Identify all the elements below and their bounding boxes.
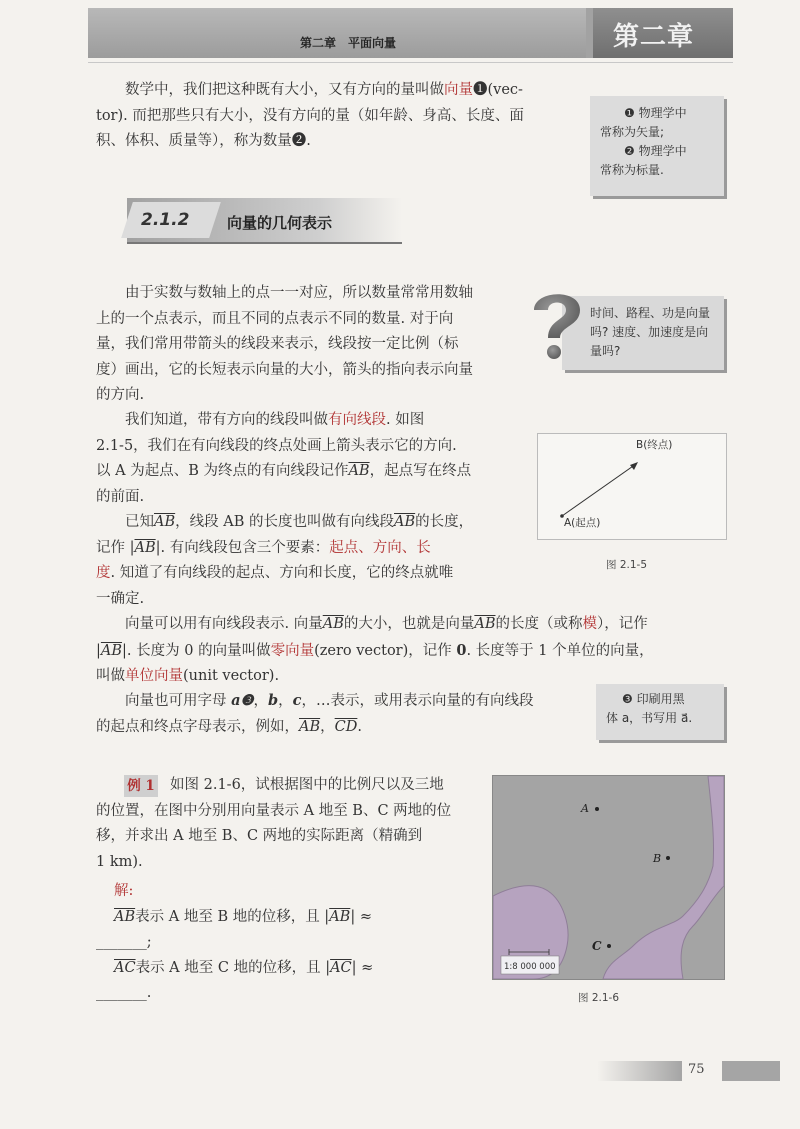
header-chapter-tab bbox=[593, 8, 733, 58]
arrowhead-icon bbox=[630, 462, 638, 470]
paragraph-5: 向量也可用字母 a❸，b，c，…表示，或用表示向量的有向线段 的起点和终点字母表示，例如，$\overline{AB}$，$\overline{CD}$. bbox=[96, 692, 534, 735]
paragraph-3: 已知$\overline{AB}$，线段 AB 的长度也叫做有向线段$\overline{AB}$的长度， 记作 $|\overline{AB}|$. 有向线段包含三个要素：起点、方向、长 度. 知道了有向线段的起点、方向和长度，它的终点就唯 一确定. bbox=[96, 514, 474, 607]
point-b-label: B(终点) bbox=[636, 439, 673, 451]
segment-ab bbox=[562, 464, 636, 516]
answer-blank-2[interactable]: _______. bbox=[96, 985, 152, 1001]
header-divider bbox=[88, 62, 733, 63]
figure-2-1-5 bbox=[537, 433, 727, 540]
location-a-label: A bbox=[581, 802, 589, 815]
directed-segment-diagram bbox=[538, 434, 726, 539]
chapter-header bbox=[88, 8, 733, 58]
example-1-problem: 如图 2.1-6，试根据图中的比例尺以及三地 的位置，在图中分别用向量表示 A 地至 B、C 两地的位 移，并求出 A 地至 B、C 两地的实际距离（精确到 1 km). bbox=[96, 777, 452, 870]
map-drawing bbox=[493, 776, 724, 979]
figure-2-1-6-caption: 图 2.1-6 bbox=[578, 992, 620, 1004]
term-directed-segment: 有向线段 bbox=[328, 412, 386, 428]
term-vector: 向量 bbox=[444, 82, 473, 98]
example-1-solution: 解: $\overline{AB}$表示 A 地至 B 地的位移，且 $|\overline{AB}|$ ≈ _______; $\overline{AC}$表示 A 地至 C 地的位移，且 $|\overline{AC}|$ ≈ _______. bbox=[96, 879, 476, 1007]
answer-blank-1[interactable]: _______; bbox=[96, 934, 152, 950]
term-zero-vector: 零向量 bbox=[270, 642, 315, 659]
map-scale-label: 1:8 000 000 bbox=[504, 962, 556, 972]
location-c-dot bbox=[607, 944, 611, 948]
location-a-dot bbox=[595, 807, 599, 811]
section-number: 2.1.2 bbox=[141, 210, 190, 230]
footer-bar-left bbox=[597, 1061, 682, 1081]
header-section-title: 第二章 平面向量 bbox=[300, 36, 397, 50]
footer-bar-right bbox=[722, 1061, 780, 1081]
term-unit-vector: 单位向量 bbox=[125, 668, 183, 684]
side-note-1: ❶ 物理学中 常称为矢量; ❷ 物理学中 常称为标量. bbox=[590, 96, 724, 196]
term-modulus: 模 bbox=[582, 616, 597, 632]
figure-2-1-5-caption: 图 2.1-5 bbox=[606, 559, 648, 571]
section-title: 向量的几何表示 bbox=[227, 214, 333, 232]
location-b-label: B bbox=[653, 852, 662, 865]
question-text: 时间、路程、功是向量吗? 速度、加速度是向量吗? bbox=[590, 306, 711, 358]
location-b-dot bbox=[666, 856, 670, 860]
term-three-elements: 起点、方向、长 bbox=[329, 539, 431, 556]
section-heading bbox=[127, 198, 402, 244]
paragraph-2: 我们知道，带有方向的线段叫做有向线段. 如图 2.1-5，我们在有向线段的终点处画上箭头表示它的方向. 以 A 为起点、B 为终点的有向线段记作$\overline{AB}$，起点写在终点 的前面. bbox=[96, 412, 472, 505]
point-a-label: A(起点) bbox=[564, 517, 601, 529]
chapter-label: 第二章 bbox=[613, 22, 695, 52]
question-mark-icon bbox=[522, 282, 592, 362]
location-c-label: C bbox=[592, 939, 602, 953]
intro-paragraph: 数学中，我们把这种既有大小，又有方向的量叫做向量❶(vec- tor). 而把那些只有大小，没有方向的量（如年龄、身高、长度、面 积、体积、质量等），称为数量❷. bbox=[96, 82, 524, 149]
solution-label: 解: bbox=[114, 883, 134, 899]
page-number: 75 bbox=[688, 1062, 705, 1077]
paragraph-4: 向量可以用有向线段表示. 向量$\overline{AB}$的大小，也就是向量$\overline{AB}$的长度（或称模），记作 $|\overline{AB}|$. 长度为 0 的向量叫做零向量(zero vector)，记作 0. 长度等于 1 个单位的向量， 叫做单位向量(unit vector). bbox=[96, 616, 654, 684]
example-label: 例 1 bbox=[124, 775, 158, 797]
figure-2-1-6-map bbox=[492, 775, 725, 980]
paragraph-1: 由于实数与数轴上的点一一对应，所以数量常常用数轴 上的一个点表示，而且不同的点表示不同的数量. 对于向 量，我们常用带箭头的线段来表示，线段按一定比例（标 度）画出，它的长短表示向量的大小，箭头的指向表示向量 的方向. bbox=[96, 285, 473, 403]
side-note-3: ❸ 印刷用黑 体 a，书写用 a⃗. bbox=[596, 684, 724, 740]
